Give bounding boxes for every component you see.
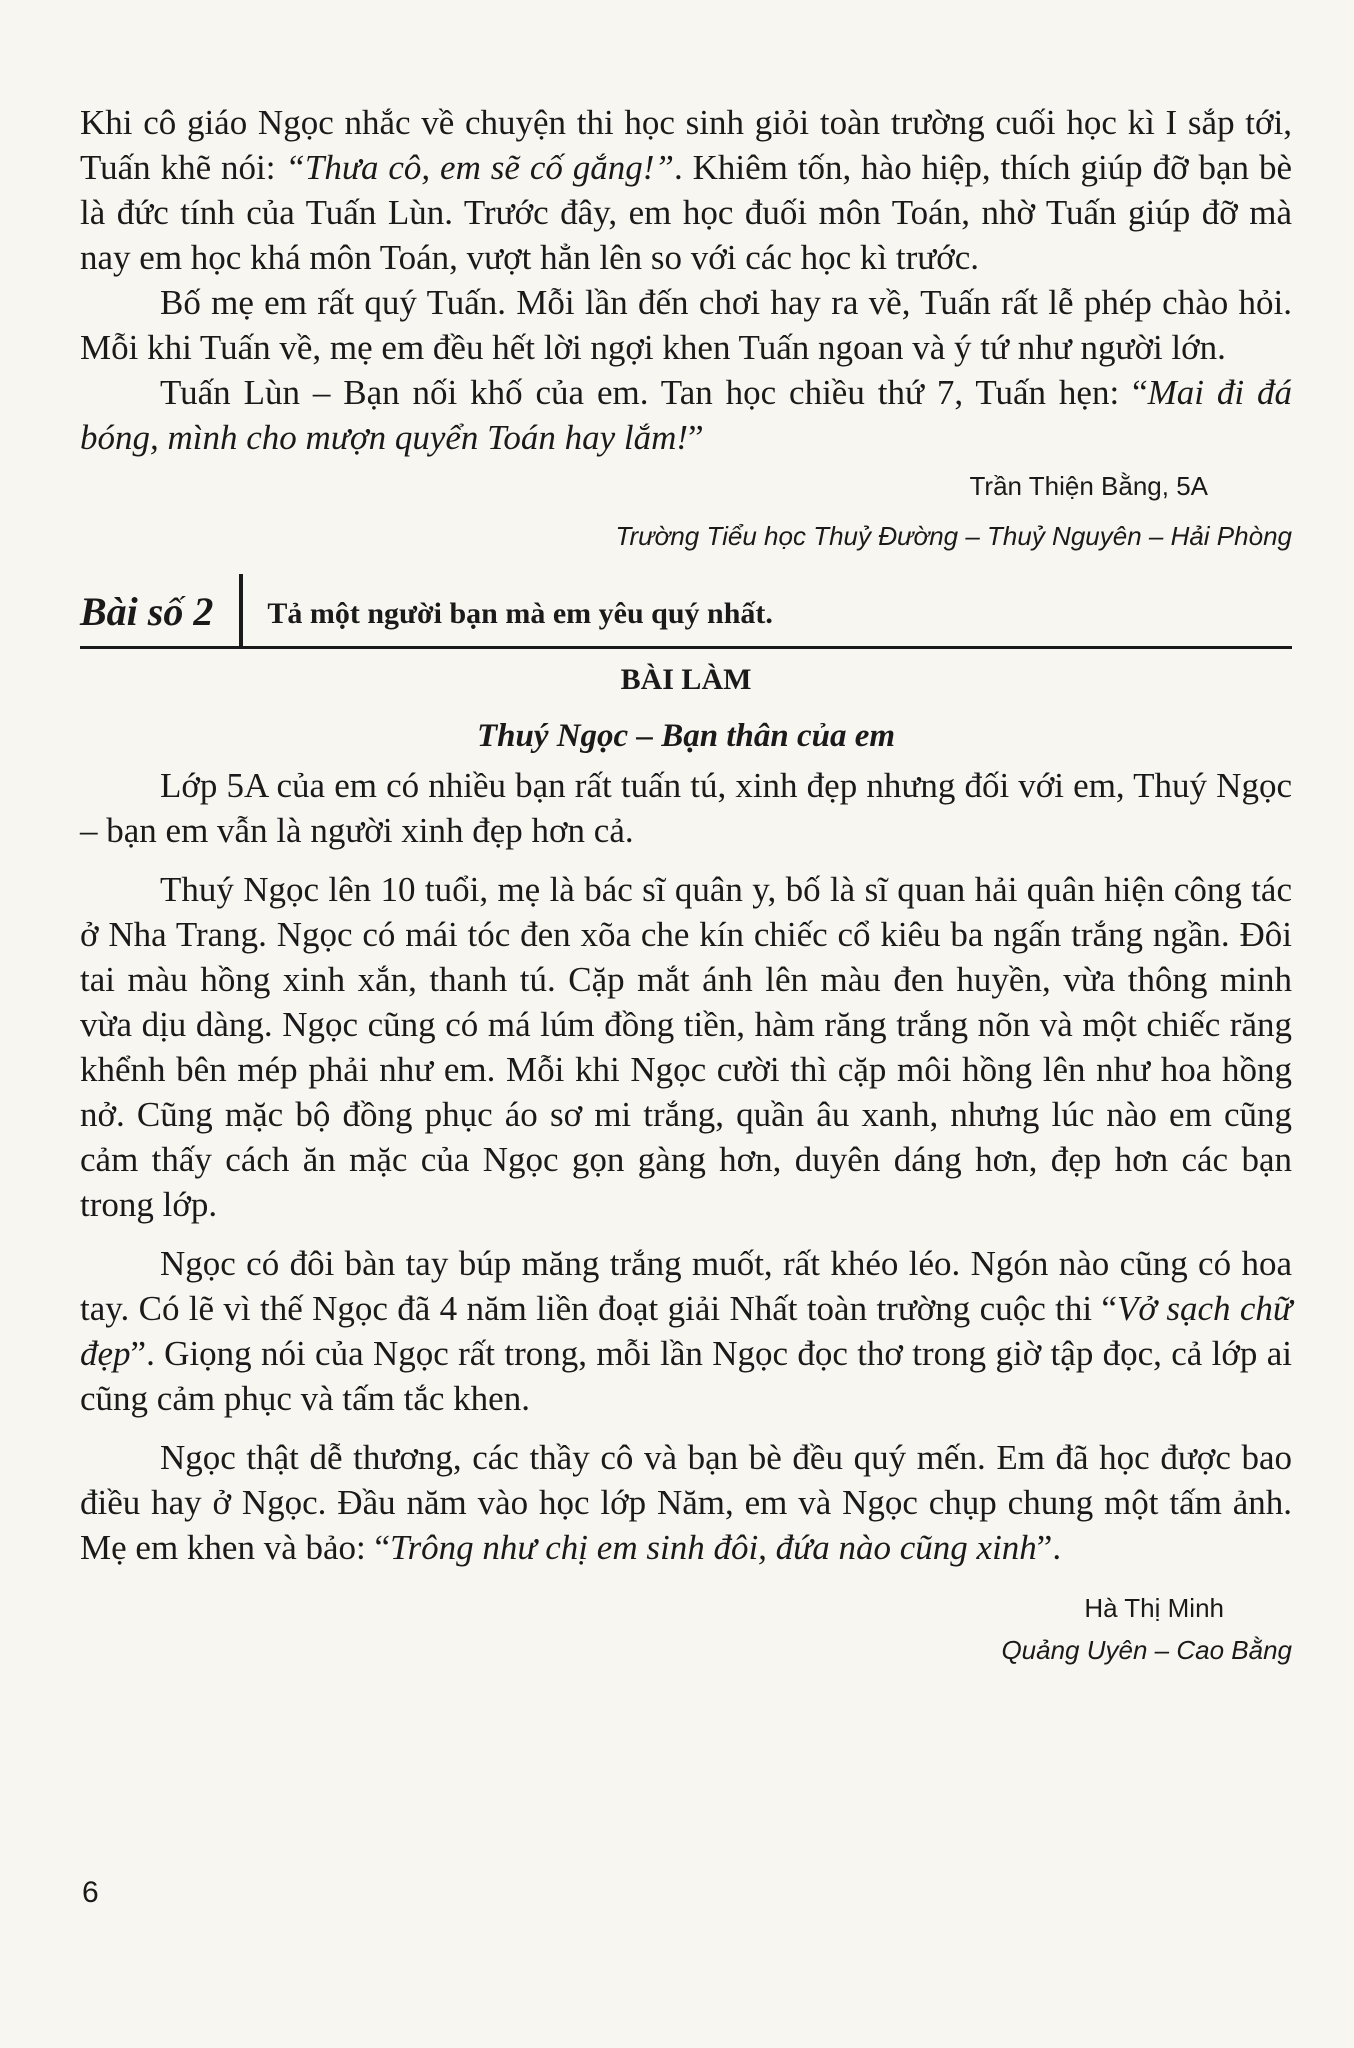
essay-signature (80, 1590, 1292, 1668)
essay-author: Hà Thị Minh (1084, 1593, 1224, 1623)
essay-place: Quảng Uyên – Cao Bằng (1001, 1635, 1292, 1665)
essay-paragraph-2: Thuý Ngọc lên 10 tuổi, mẹ là bác sĩ quân y, bố là sĩ quan hải quân hiện công tác ở Nha Trang. Ngọc có mái tóc đen xõa che kín chiếc cổ kiêu ba ngấn trắng ngần. Đôi tai màu hồng xinh xắn, thanh tú. Cặp mắt ánh lên màu đen huyền, vừa thông minh vừa dịu dàng. Ngọc cũng có má lúm đồng tiền, hàm răng trắng nõn và một chiếc răng khểnh bên mép phải như em. Mỗi khi Ngọc cười thì cặp môi hồng lên như hoa hồng nở. Cũng mặc bộ đồng phục áo sơ mi trắng, quần âu xanh, nhưng lúc nào em cũng cảm thấy cách ăn mặc của Ngọc gọn gàng hơn, duyên dáng hơn, đẹp hơn các bạn trong lớp. (80, 870, 1292, 1224)
story1-signature (80, 468, 1292, 554)
lesson-header (80, 554, 1292, 649)
story1-p3-quote: Mai đi đá bóng, mình cho mượn quyển Toán hay lắm! (80, 373, 1292, 457)
essay-p4-text: Ngọc thật dễ thương, các thầy cô và bạn bè đều quý mến. Em đã học được bao điều hay ở Ngọc. Đầu năm vào học lớp Năm, em và Ngọc chụp chung một tấm ảnh. Mẹ em khen và bảo: “ (80, 1438, 1292, 1567)
page-number: 6 (82, 1876, 99, 1909)
story1-p3-end: ” (688, 418, 704, 457)
essay-paragraph-1: Lớp 5A của em có nhiều bạn rất tuấn tú, xinh đẹp nhưng đối với em, Thuý Ngọc – bạn em vẫn là người xinh đẹp hơn cả. (80, 766, 1292, 850)
essay-p3-rest: ”. Giọng nói của Ngọc rất trong, mỗi lần Ngọc đọc thơ trong giờ tập đọc, cả lớp ai cũng cảm phục và tấm tắc khen. (80, 1334, 1292, 1418)
essay-paragraph-4 (80, 1435, 1292, 1570)
essay-title: Thuý Ngọc – Bạn thân của em (476, 718, 896, 754)
essay-paragraph-3 (80, 1241, 1292, 1421)
lesson-number: Bài số 2 (80, 589, 214, 634)
essay-p3-text: Ngọc có đôi bàn tay búp măng trắng muốt, rất khéo léo. Ngón nào cũng có hoa tay. Có lẽ vì thế Ngọc đã 4 năm liền đoạt giải Nhất toàn trường cuộc thi “ (80, 1244, 1292, 1328)
story1-p1-quote: “Thưa cô, em sẽ cố gắng!” (285, 148, 674, 187)
story1-p1-text: Khi cô giáo Ngọc nhắc về chuyện thi học sinh giỏi toàn trường cuối học kì I sắp tới, Tuấn khẽ nói: (80, 103, 1292, 187)
story1-author: Trần Thiện Bằng, 5A (969, 471, 1208, 501)
lesson-prompt: Tả một người bạn mà em yêu quý nhất. (267, 597, 773, 630)
story1-p1-rest: . Khiêm tốn, hào hiệp, thích giúp đỡ bạn bè là đức tính của Tuấn Lùn. Trước đây, em học đuối môn Toán, nhờ Tuấn giúp đỡ mà nay em học khá môn Toán, vượt hẳn lên so với các học kì trước. (80, 148, 1292, 277)
essay-p4-quote: Trông như chị em sinh đôi, đứa nào cũng xinh (390, 1528, 1037, 1567)
story1-p3-text: Tuấn Lùn – Bạn nối khố của em. Tan học chiều thứ 7, Tuấn hẹn: “ (160, 373, 1148, 412)
story1-school: Trường Tiểu học Thuỷ Đường – Thuỷ Nguyên – Hải Phòng (615, 521, 1292, 551)
story1-paragraph-1 (80, 100, 1292, 280)
story1-paragraph-2: Bố mẹ em rất quý Tuấn. Mỗi lần đến chơi hay ra về, Tuấn rất lễ phép chào hỏi. Mỗi khi Tuấn về, mẹ em đều hết lời ngợi khen Tuấn ngoan và ý tứ như người lớn. (80, 283, 1292, 367)
story1-paragraph-3 (80, 370, 1292, 460)
section-label: BÀI LÀM (620, 663, 752, 696)
essay-p3-quote: Vở sạch chữ đẹp (80, 1289, 1292, 1373)
essay-p4-end: ”. (1036, 1528, 1062, 1567)
page-content (80, 100, 1292, 1668)
